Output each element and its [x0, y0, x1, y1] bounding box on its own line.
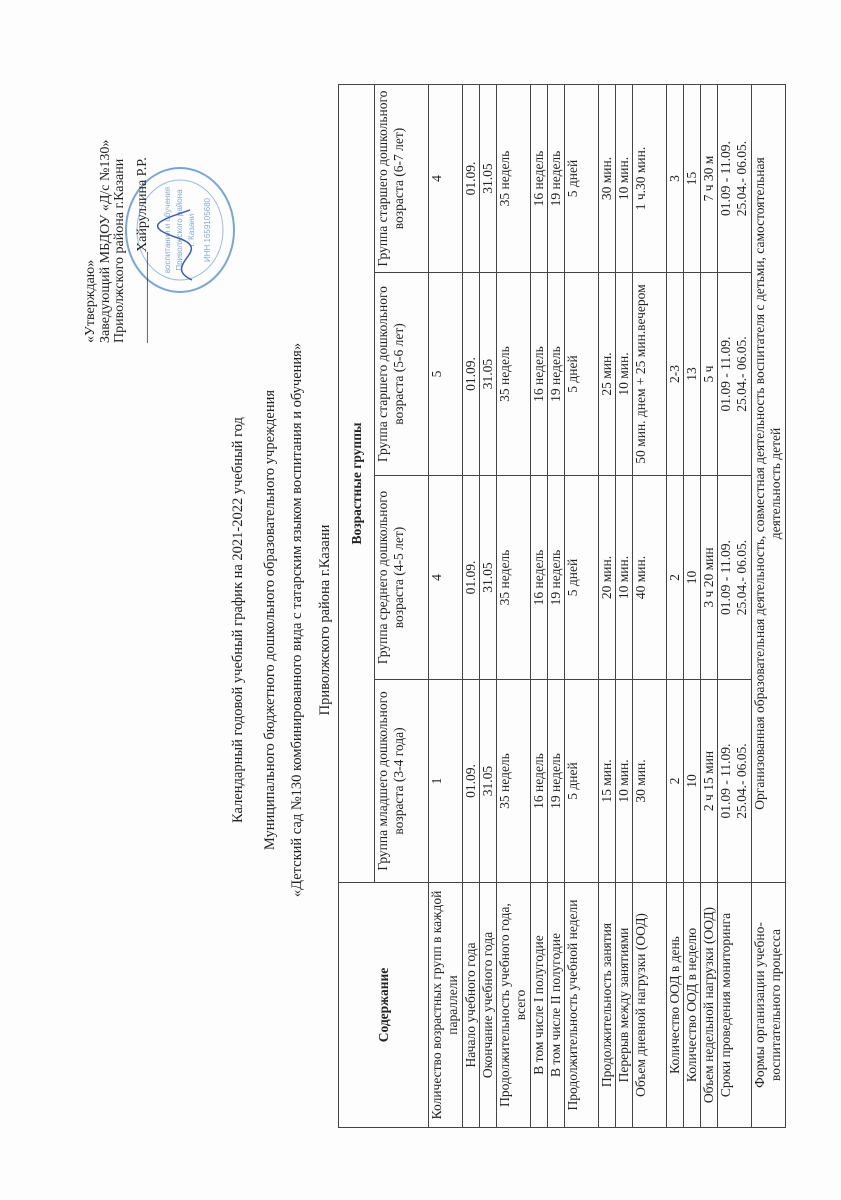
row-label: Количество ООД в неделю: [684, 883, 701, 1128]
row-label: Формы организации учебно-воспитательного процесса: [752, 883, 786, 1128]
table-row: [497, 85, 531, 1128]
row-label: В том числе II полугодие: [548, 883, 565, 1128]
cell-value: 5 дней: [565, 476, 599, 680]
cell-value: 5 дней: [565, 680, 599, 883]
cell-value: 10 мин.: [616, 85, 633, 273]
cell-value: 19 недель: [548, 273, 565, 476]
row-label: Начало учебного года: [463, 883, 480, 1128]
row-label: Объем дневной нагрузки (ООД): [633, 883, 667, 1128]
cell-value: 10 мин.: [616, 273, 633, 476]
row-label: Сроки проведения мониторинга: [718, 883, 752, 1128]
row-label: Продолжительность учебного года, всего: [497, 883, 531, 1128]
table-row: [463, 85, 480, 1128]
row-label: Перерыв между занятиями: [616, 883, 633, 1128]
cell-value: 2 ч 15 мин: [701, 680, 718, 883]
cell-value: 01.09.: [463, 476, 480, 680]
cell-value: 1 ч.30 мин.: [633, 85, 667, 273]
cell-value: 31.05: [480, 476, 497, 680]
document-title: Календарный годовой учебный график на 2021-2022 учебный год: [230, 417, 246, 823]
table-row: [718, 85, 752, 1128]
cell-value: 5 дней: [565, 85, 599, 273]
cell-value: 5 дней: [565, 273, 599, 476]
cell-value: 25 мин.: [599, 273, 616, 476]
cell-value: 30 мин.: [599, 85, 616, 273]
group-header-5-6: Группа старшего дошкольного возраста (5-6 лет): [375, 273, 429, 476]
svg-text:г. Казани: г. Казани: [187, 213, 196, 247]
cell-value: 01.09.: [463, 680, 480, 883]
table-row: [667, 85, 684, 1128]
cell-value: 01.09 - 11.09. 25.04.- 06.05.: [718, 476, 752, 680]
cell-value: 10: [684, 476, 701, 680]
cell-value: 10: [684, 680, 701, 883]
cell-value: 31.05: [480, 680, 497, 883]
cell-value: 35 недель: [497, 476, 531, 680]
table-row: [701, 85, 718, 1128]
district-line: Приволжского района г.Казани: [317, 524, 333, 716]
schedule-table: [338, 84, 786, 1128]
cell-value: 16 недель: [531, 680, 548, 883]
cell-value: 19 недель: [548, 476, 565, 680]
row-label: Количество возрастных групп в каждой параллели: [429, 883, 463, 1128]
table-row: [429, 85, 463, 1128]
cell-value: 3: [667, 85, 684, 273]
institution-name-line: Муниципального бюджетного дошкольного образовательного учреждения: [262, 389, 278, 851]
cell-value: 10 мин.: [616, 476, 633, 680]
approval-block: [84, 83, 150, 343]
group-header-4-5: Группа среднего дошкольного возраста (4-5 лет): [375, 476, 429, 680]
approval-line-3: Приволжского района г.Казани: [112, 158, 127, 343]
table-row: [633, 85, 667, 1128]
approval-line-2: Заведующий МБДОУ «Д/с №130»: [97, 139, 113, 343]
row-label: Продолжительность занятия: [599, 883, 616, 1128]
cell-value: 2-3: [667, 273, 684, 476]
cell-value: 1: [429, 680, 463, 883]
group-header-3-4: Группа младшего дошкольного возраста (3-4 года): [375, 680, 429, 883]
cell-value: 35 недель: [497, 85, 531, 273]
cell-value: 19 недель: [548, 680, 565, 883]
cell-value: 35 недель: [497, 273, 531, 476]
cell-value: 16 недель: [531, 85, 548, 273]
cell-value: 4: [429, 476, 463, 680]
cell-value: 01.09 - 11.09. 25.04.- 06.05.: [718, 85, 752, 273]
cell-value: 40 мин.: [633, 476, 667, 680]
table-row: [480, 85, 497, 1128]
cell-value: 2: [667, 680, 684, 883]
table-row: [531, 85, 548, 1128]
cell-value: 7 ч 30 м: [701, 85, 718, 273]
age-groups-header: Возрастные группы: [339, 85, 375, 883]
table-row: [684, 85, 701, 1128]
approval-signature-line: _____________Хайруллина Р.Р.: [134, 157, 150, 343]
cell-value: 50 мин. днем + 25 мин.вечером: [633, 273, 667, 476]
cell-value: 2: [667, 476, 684, 680]
cell-value: 16 недель: [531, 476, 548, 680]
row-label: Окончание учебного года: [480, 883, 497, 1128]
row-label: Продолжительность учебной недели: [565, 883, 599, 1128]
approval-line-1: «Утверждаю»: [83, 259, 98, 343]
cell-value: 01.09.: [463, 273, 480, 476]
content-column-header: Содержание: [339, 883, 429, 1128]
cell-value: 15: [684, 85, 701, 273]
cell-value: 13: [684, 273, 701, 476]
svg-text:ИНН 1659105680: ИНН 1659105680: [203, 197, 212, 263]
cell-value: 16 недель: [531, 273, 548, 476]
cell-value: 20 мин.: [599, 476, 616, 680]
cell-value: 35 недель: [497, 680, 531, 883]
row-label: В том числе I полугодие: [531, 883, 548, 1128]
institution-name-line: «Детский сад №130 комбинированного вида с татарским языком воспитания и обучения»: [289, 342, 305, 898]
cell-value: 31.05: [480, 85, 497, 273]
cell-value: 01.09.: [463, 85, 480, 273]
cell-value: 01.09 - 11.09. 25.04.- 06.05.: [718, 273, 752, 476]
cell-value: 19 недель: [548, 85, 565, 273]
cell-value: 4: [429, 85, 463, 273]
cell-value: 5 ч: [701, 273, 718, 476]
group-header-6-7: Группа старшего дошкольного возраста (6-7 лет): [375, 85, 429, 273]
cell-value: 10 мин.: [616, 680, 633, 883]
cell-value: 01.09 - 11.09. 25.04.- 06.05.: [718, 680, 752, 883]
table-row: [599, 85, 616, 1128]
forms-value: Организованная образовательная деятельность, совместная деятельность воспитателя с детьми, самостоятельная деятельность детей: [752, 85, 786, 883]
cell-value: 5: [429, 273, 463, 476]
cell-value: 30 мин.: [633, 680, 667, 883]
forms-row: [752, 85, 786, 1128]
cell-value: 31.05: [480, 273, 497, 476]
svg-text:Приволжского района: Приволжского района: [175, 189, 184, 271]
table-row: [565, 85, 599, 1128]
table-row: [548, 85, 565, 1128]
row-label: Количество ООД в день: [667, 883, 684, 1128]
cell-value: 3 ч 20 мин: [701, 476, 718, 680]
cell-value: 15 мин.: [599, 680, 616, 883]
svg-text:воспитания и обучения: воспитания и обучения: [163, 186, 172, 274]
row-label: Объем недельной нагрузки (ООД): [701, 883, 718, 1128]
table-row: [616, 85, 633, 1128]
